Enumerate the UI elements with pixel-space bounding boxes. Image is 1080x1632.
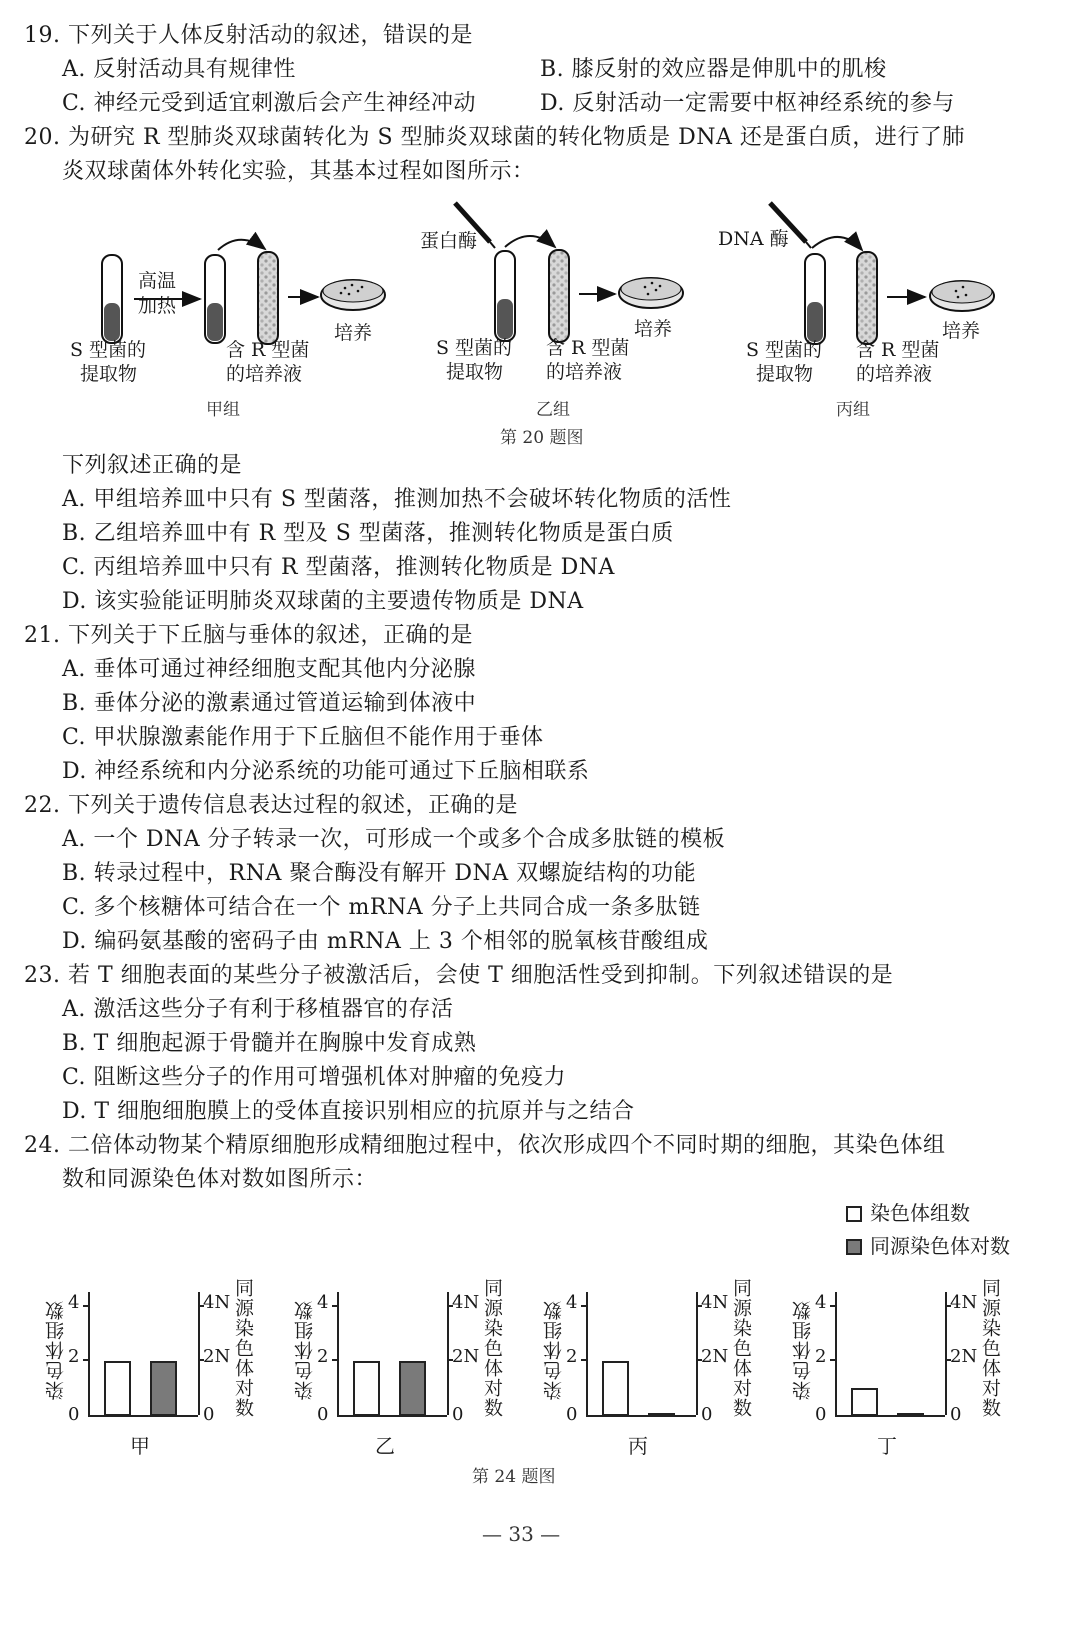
tick-2: 2: [68, 1346, 80, 1367]
q22-stem: 22. 下列关于遗传信息表达过程的叙述，正确的是: [24, 793, 518, 818]
yi-extract-label-1: S 型菌的: [436, 337, 513, 359]
bing-culture-label-1: 含 R 型菌: [856, 339, 940, 361]
right-axis: [198, 1292, 200, 1415]
bing-plate-label: 培养: [942, 320, 981, 342]
q22-option-a: A. 一个 DNA 分子转录一次，可形成一个或多个合成多肽链的模板: [62, 827, 726, 852]
q21-stem: 21. 下列关于下丘脑与垂体的叙述，正确的是: [24, 623, 473, 648]
left-axis: [337, 1292, 339, 1415]
q19-option-a: A. 反射活动具有规律性: [62, 57, 296, 82]
q20-stem-line2: 炎双球菌体外转化实验，其基本过程如图所示：: [62, 159, 535, 184]
yi-culture-label-1: 含 R 型菌: [546, 337, 630, 359]
q20-option-d: D. 该实验能证明肺炎双球菌的主要遗传物质是 DNA: [62, 589, 584, 614]
right-axis: [696, 1292, 698, 1415]
category-label: 乙: [375, 1434, 395, 1458]
bing-group-name: 丙组: [836, 400, 870, 420]
jia-plate-label: 培养: [334, 322, 373, 344]
bar-homolog-pairs: [648, 1413, 675, 1417]
bar-homolog-pairs: [399, 1361, 426, 1416]
bing-culture-label-2: 的培养液: [856, 363, 933, 385]
q20-option-b: B. 乙组培养皿中有 R 型及 S 型菌落，推测转化物质是蛋白质: [62, 521, 674, 546]
tick-4: 4: [566, 1292, 578, 1313]
left-axis: [835, 1292, 837, 1415]
right-axis: [447, 1292, 449, 1415]
right-axis-label: 同源染色体对数: [481, 1278, 503, 1418]
q24-stem-line2: 数和同源染色体对数如图所示：: [62, 1167, 378, 1192]
tick-4: 4: [68, 1292, 80, 1313]
left-axis-label: 染色体组数: [792, 1300, 814, 1400]
jia-culture-label-1: 含 R 型菌: [226, 339, 310, 361]
q22-option-b: B. 转录过程中，RNA 聚合酶没有解开 DNA 双螺旋结构的功能: [62, 861, 697, 886]
tick-2n: 2N: [203, 1346, 231, 1367]
legend-swatch-gray: [846, 1239, 862, 1255]
category-label: 丁: [877, 1434, 897, 1458]
tick-0: 0: [566, 1404, 578, 1425]
legend-swatch-white: [846, 1206, 862, 1222]
q22-option-d: D. 编码氨基酸的密码子由 mRNA 上 3 个相邻的脱氧核苷酸组成: [62, 929, 709, 954]
bar-homolog-pairs: [897, 1413, 924, 1417]
tick-0: 0: [317, 1404, 329, 1425]
tick-2n: 2N: [452, 1346, 480, 1367]
yi-extract-label-2: 提取物: [446, 361, 504, 383]
chart-ding: [747, 1270, 1007, 1490]
bar-chromosome-sets: [602, 1361, 629, 1416]
bar-chromosome-sets: [353, 1361, 380, 1416]
tick-4: 4: [815, 1292, 827, 1313]
left-axis-label: 染色体组数: [45, 1300, 67, 1400]
yi-group-name: 乙组: [536, 400, 570, 420]
bing-extract-label-1: S 型菌的: [746, 339, 823, 361]
tick-2: 2: [815, 1346, 827, 1367]
tick-4: 4: [317, 1292, 329, 1313]
left-axis: [586, 1292, 588, 1415]
right-axis-label: 同源染色体对数: [730, 1278, 752, 1418]
category-label: 甲: [130, 1434, 150, 1458]
yi-culture-label-2: 的培养液: [546, 361, 623, 383]
q22-option-c: C. 多个核糖体可结合在一个 mRNA 分子上共同合成一条多肽链: [62, 895, 701, 920]
tick-0-right: 0: [203, 1404, 215, 1425]
tick-4n: 4N: [452, 1292, 480, 1313]
q23-option-d: D. T 细胞细胞膜上的受体直接识别相应的抗原并与之结合: [62, 1099, 635, 1124]
jia-treatment-line1: 高温: [138, 270, 177, 292]
bing-treatment: DNA 酶: [718, 228, 789, 250]
q20-option-a: A. 甲组培养皿中只有 S 型菌落，推测加热不会破坏转化物质的活性: [62, 487, 732, 512]
chart-jia: [0, 1270, 260, 1490]
q19-option-d: D. 反射活动一定需要中枢神经系统的参与: [540, 91, 955, 116]
jia-treatment-line2: 加热: [138, 295, 177, 317]
tick-2: 2: [566, 1346, 578, 1367]
bar-chromosome-sets: [104, 1361, 131, 1416]
q21-option-b: B. 垂体分泌的激素通过管道运输到体液中: [62, 691, 477, 716]
q23-option-c: C. 阻断这些分子的作用可增强机体对肿瘤的免疫力: [62, 1065, 567, 1090]
tick-0-right: 0: [452, 1404, 464, 1425]
jia-extract-label-1: S 型菌的: [70, 339, 147, 361]
tick-2n: 2N: [701, 1346, 729, 1367]
figure-20: [0, 195, 1080, 450]
left-axis: [88, 1292, 90, 1415]
tick-0: 0: [815, 1404, 827, 1425]
q24-stem-line1: 24. 二倍体动物某个精原细胞形成精细胞过程中，依次形成四个不同时期的细胞，其染色体组: [24, 1133, 946, 1158]
q23-option-a: A. 激活这些分子有利于移植器官的存活: [62, 997, 454, 1022]
jia-group-name: 甲组: [206, 400, 240, 420]
tick-4n: 4N: [701, 1292, 729, 1313]
yi-treatment: 蛋白酶: [420, 230, 478, 252]
chart-yi: [249, 1270, 509, 1490]
q21-option-a: A. 垂体可通过神经细胞支配其他内分泌腺: [62, 657, 476, 682]
q23-option-b: B. T 细胞起源于骨髓并在胸腺中发育成熟: [62, 1031, 477, 1056]
q21-option-d: D. 神经系统和内分泌系统的功能可通过下丘脑相联系: [62, 759, 590, 784]
jia-extract-label-2: 提取物: [80, 363, 138, 385]
figure-20-caption: 第 20 题图: [500, 428, 584, 448]
tick-0: 0: [68, 1404, 80, 1425]
bar-chromosome-sets: [851, 1388, 878, 1416]
tick-0-right: 0: [950, 1404, 962, 1425]
yi-plate-label: 培养: [634, 318, 673, 340]
tick-4n: 4N: [203, 1292, 231, 1313]
tick-0-right: 0: [701, 1404, 713, 1425]
tick-2: 2: [317, 1346, 329, 1367]
q19-option-c: C. 神经元受到适宜刺激后会产生神经冲动: [62, 91, 477, 116]
tick-2n: 2N: [950, 1346, 978, 1367]
q19-stem: 19. 下列关于人体反射活动的叙述，错误的是: [24, 23, 473, 48]
legend-label-homolog-pairs: 同源染色体对数: [870, 1234, 1010, 1258]
jia-culture-label-2: 的培养液: [226, 363, 303, 385]
category-label: 丙: [628, 1434, 648, 1458]
right-axis-label: 同源染色体对数: [232, 1278, 254, 1418]
chart-bing: [498, 1270, 758, 1490]
q19-option-b: B. 膝反射的效应器是伸肌中的肌梭: [540, 57, 887, 82]
figure-24-caption: 第 24 题图: [472, 1467, 556, 1487]
legend-label-chromosome-sets: 染色体组数: [870, 1201, 970, 1225]
bing-extract-label-2: 提取物: [756, 363, 814, 385]
q20-stem-line1: 20. 为研究 R 型肺炎双球菌转化为 S 型肺炎双球菌的转化物质是 DNA 还是蛋白质，进行了肺: [24, 125, 965, 150]
right-axis-label: 同源染色体对数: [979, 1278, 1001, 1418]
q21-option-c: C. 甲状腺激素能作用于下丘脑但不能作用于垂体: [62, 725, 544, 750]
bar-homolog-pairs: [150, 1361, 177, 1416]
q20-option-c: C. 丙组培养皿中只有 R 型菌落，推测转化物质是 DNA: [62, 555, 615, 580]
left-axis-label: 染色体组数: [294, 1300, 316, 1400]
tick-4n: 4N: [950, 1292, 978, 1313]
q23-stem: 23. 若 T 细胞表面的某些分子被激活后，会使 T 细胞活性受到抑制。下列叙述错误的是: [24, 963, 894, 988]
left-axis-label: 染色体组数: [543, 1300, 565, 1400]
page-number: — 33 —: [482, 1522, 561, 1546]
q20-prompt: 下列叙述正确的是: [62, 453, 243, 478]
right-axis: [945, 1292, 947, 1415]
